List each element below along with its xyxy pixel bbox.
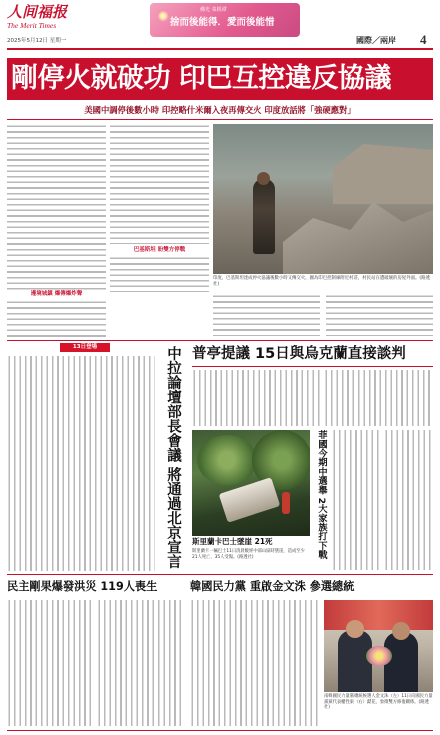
banner (150, 3, 300, 37)
story3-headline: 普亭提議 15日與烏克蘭直接談判 (192, 346, 406, 362)
banner-flower-icon (156, 9, 170, 23)
page-number: 4 (420, 32, 427, 47)
wall-shape (333, 144, 433, 204)
korea-photo (324, 600, 433, 692)
lead-headline: 剛停火就破功 印巴互控違反協議 (11, 63, 391, 94)
lead-body-col-4b (326, 294, 433, 336)
lead-body-col-3b (213, 294, 320, 336)
korea-photo-caption: 南韓國民力量黨總統候選人金文洙（左）11日向國民力量黨黨代表權性東（右）獻花，象徵雙方修復關係。(路透社) (324, 694, 433, 711)
logo (7, 4, 107, 34)
lead-subheading-left: 邊境城鎮 爆傳爆炸聲 (30, 291, 83, 297)
page-bottom-rule (7, 730, 433, 731)
story4-body-left (7, 600, 93, 726)
flowers (366, 646, 392, 666)
story4-headline: 民主剛果爆發洪災 119人喪生 (7, 580, 158, 593)
lead-subhead: 美國中調停後數小時 印控略什米爾入夜再傳交火 印度放話將「強硬應對」 (84, 105, 356, 115)
person-figure (253, 179, 275, 254)
lead-bottom-rule (7, 340, 433, 341)
srilanka-photo-caption: 斯里蘭卡一輛巴士11日清晨駛經中部山區時墜崖，造成至少21人死亡、35人受傷。(路透社) (192, 549, 305, 560)
story5-body (190, 600, 320, 726)
backdrop-red (324, 600, 433, 630)
masthead (0, 0, 440, 56)
lead-subhead-rule (7, 119, 433, 120)
masthead-rule (7, 48, 433, 50)
section-name: 國際／兩岸 (356, 36, 396, 45)
banner-slogan: 捨而後能得．愛而後能惜 (170, 17, 275, 28)
date-line: 2025年5月12日 星期一 (7, 38, 67, 44)
srilanka-photo (192, 430, 310, 536)
lead-headline-bar (7, 58, 433, 100)
philippines-headline: 菲國今期中選舉 2大家族打下戰 (316, 430, 327, 560)
lead-photo (213, 124, 433, 274)
philippines-body-right (384, 430, 433, 570)
story3-body-left (192, 370, 320, 426)
person-head (257, 172, 270, 185)
story3-rule (192, 366, 433, 367)
lead-body-col-1b (7, 300, 106, 338)
story2-headline: 中拉論壇部長會議 將通過北京宣言 (165, 346, 181, 569)
middle-rule (7, 574, 433, 575)
logo-chinese: 人间福报 (7, 3, 68, 21)
story5-headline: 韓國民力黨 重啟金文洙 參選總統 (190, 580, 355, 593)
lead-subheading-right: 巴基斯坦 盼雙方停戰 (133, 247, 186, 253)
lead-body-col-2b (110, 256, 209, 292)
story4-body-right (97, 600, 185, 726)
story2-body-left (7, 356, 155, 571)
rubble-shape (283, 194, 433, 274)
rescuer-figure (282, 492, 290, 514)
lead-body-col-2 (110, 124, 209, 244)
banner-small-label: 佛光 菜根谭 (200, 7, 227, 13)
lead-photo-caption: 印度、巴基斯坦達成停火協議後數小時又傳交火，圖為印巴控制線附近村莊，村民站在遭破壞的房屋外面。(路透社) (213, 276, 430, 287)
story2-date-tag: 13日登場 (60, 343, 110, 352)
srilanka-photo-title: 斯里蘭卡巴士墜崖 21死 (192, 537, 273, 546)
person-right-head (392, 622, 410, 640)
tree-shape (197, 435, 257, 485)
story3-body-right (324, 370, 433, 426)
philippines-body-left (332, 430, 380, 570)
logo-english: The Merit Times (7, 21, 57, 30)
lead-body-col-1 (7, 124, 106, 290)
person-left-head (346, 620, 364, 638)
